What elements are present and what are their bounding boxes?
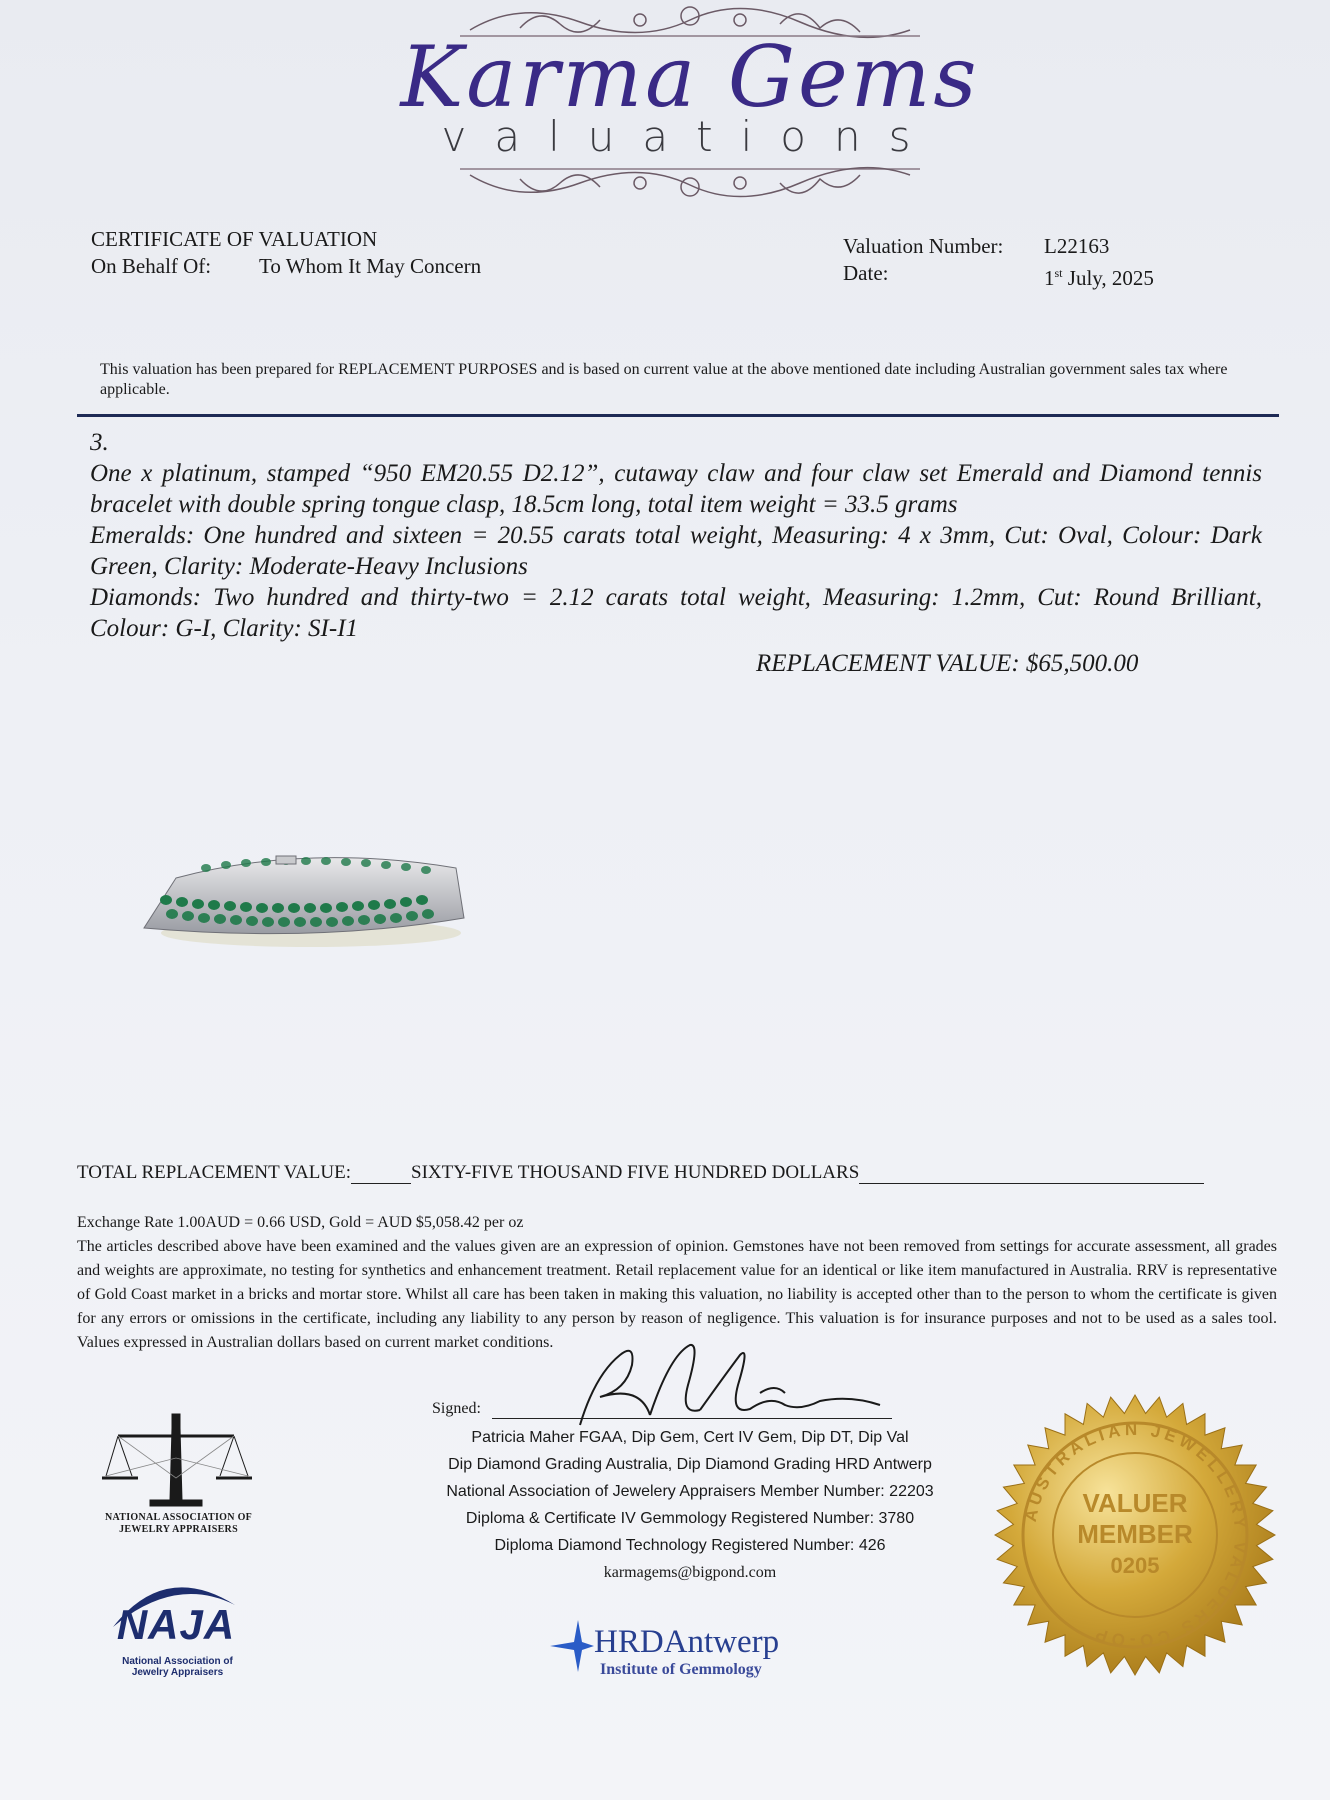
credential-line-4: Diploma & Certificate IV Gemmology Registered Number: 3780 — [465, 1510, 915, 1527]
naja-logo-subtext: National Association of Jewelry Appraisers — [122, 1656, 233, 1678]
item-diamonds: Diamonds: Two hundred and thirty-two = 2.12 carats total weight, Measuring: 1.2mm, Cut: Round Brilliant, Colour: G-I, Clarity: SI-I1 — [90, 584, 1262, 642]
handwritten-signature — [560, 1335, 900, 1435]
hrd-logo-text: HRDAntwerp — [594, 1624, 780, 1660]
on-behalf-value: To Whom It May Concern — [259, 254, 482, 278]
naja-logo-text: NAJA — [116, 1601, 236, 1648]
purpose-notice: This valuation has been prepared for REPLACEMENT PURPOSES and is based on current value at the above mentioned date including Australian government sales tax where applicable. — [100, 361, 1228, 398]
naa-logo-text: NATIONAL ASSOCIATION OF JEWELRY APPRAISERS — [104, 1512, 253, 1535]
item-emeralds: Emeralds: One hundred and sixteen = 20.55 carats total weight, Measuring: 4 x 3mm, Cut: Oval, Colour: Dark Green, Clarity: Moderate-Heavy Inclusions — [90, 522, 1262, 580]
fine-print — [77, 1211, 1277, 1355]
hrd-star-icon — [546, 1614, 596, 1674]
total-label: TOTAL REPLACEMENT VALUE: — [77, 1162, 351, 1183]
header-divider — [77, 414, 1279, 417]
seal-center-line-3: 0205 — [1110, 1553, 1160, 1578]
signed-label: Signed: — [432, 1400, 481, 1417]
disclaimer: The articles described above have been examined and the values given are an expression of opinion. Gemstones have not been removed from settings for accurate assessment, all grades and weights are approximate, no testing for synthetics and enhancement treatment. Retail replacement value for an identical or like item manufactured in Australia. RRV is representative of Gold Coast market in a bricks and mortar store. Whilst all care has been taken in making this valuation, no liability is accepted other than to the person to whom the certificate is given for any errors or omissions in the certificate, including any liability to any person by reason of negligence. This valuation is for insurance purposes and not to be used as a sales tool. Values expressed in Australian dollars based on current market conditions. — [77, 1238, 1277, 1351]
credential-line-3: National Association of Jewelery Appraisers Member Number: 22203 — [446, 1483, 934, 1500]
on-behalf-label: On Behalf Of: — [91, 254, 212, 278]
item-block — [90, 427, 1262, 644]
seal-center-line-1: VALUER — [1082, 1488, 1188, 1518]
logo-script-text: Karma Gems — [400, 28, 980, 126]
contact-email: karmagems@bigpond.com — [603, 1564, 777, 1581]
credential-line-2: Dip Diamond Grading Australia, Dip Diamond Grading HRD Antwerp — [448, 1456, 932, 1473]
seal-ring-text: AUSTRALIAN JEWELLERY VALUERS CO-OP — [1020, 1419, 1251, 1651]
valuation-number-label: Valuation Number: — [843, 234, 1004, 258]
item-description: One x platinum, stamped “950 EM20.55 D2.12”, cutaway claw and four claw set Emerald and Diamond tennis bracelet with double spring tongue clasp, 18.5cm long, total item weight = 33.5 grams — [90, 460, 1262, 518]
company-logo — [330, 0, 1030, 215]
credential-line-1: Patricia Maher FGAA, Dip Gem, Cert IV Gem, Dip DT, Dip Val — [471, 1429, 909, 1446]
total-value: SIXTY-FIVE THOUSAND FIVE HUNDRED DOLLARS — [411, 1162, 860, 1183]
logo-sub-text: valuations — [441, 112, 939, 161]
date-label: Date: — [843, 261, 889, 285]
seal-center-line-2: MEMBER — [1077, 1519, 1193, 1549]
valuer-credentials — [360, 1424, 1020, 1586]
date-value: 1st July, 2025 — [1044, 266, 1154, 290]
item-number: 3. — [90, 429, 109, 456]
total-replacement-line — [77, 1162, 1277, 1184]
credential-line-5: Diploma Diamond Technology Registered Number: 426 — [494, 1537, 886, 1554]
bracelet-photo — [136, 838, 476, 958]
valuer-member-seal — [990, 1390, 1280, 1680]
hrd-logo-subtext: Institute of Gemmology — [600, 1661, 762, 1678]
bottom-flourish-icon — [460, 165, 920, 205]
exchange-rate: Exchange Rate 1.00AUD = 0.66 USD, Gold = AUD $5,058.42 per oz — [77, 1214, 524, 1231]
certificate-title: CERTIFICATE OF VALUATION — [91, 227, 378, 251]
item-replacement-value: REPLACEMENT VALUE: $65,500.00 — [756, 650, 1139, 677]
valuation-number-value: L22163 — [1044, 234, 1110, 258]
